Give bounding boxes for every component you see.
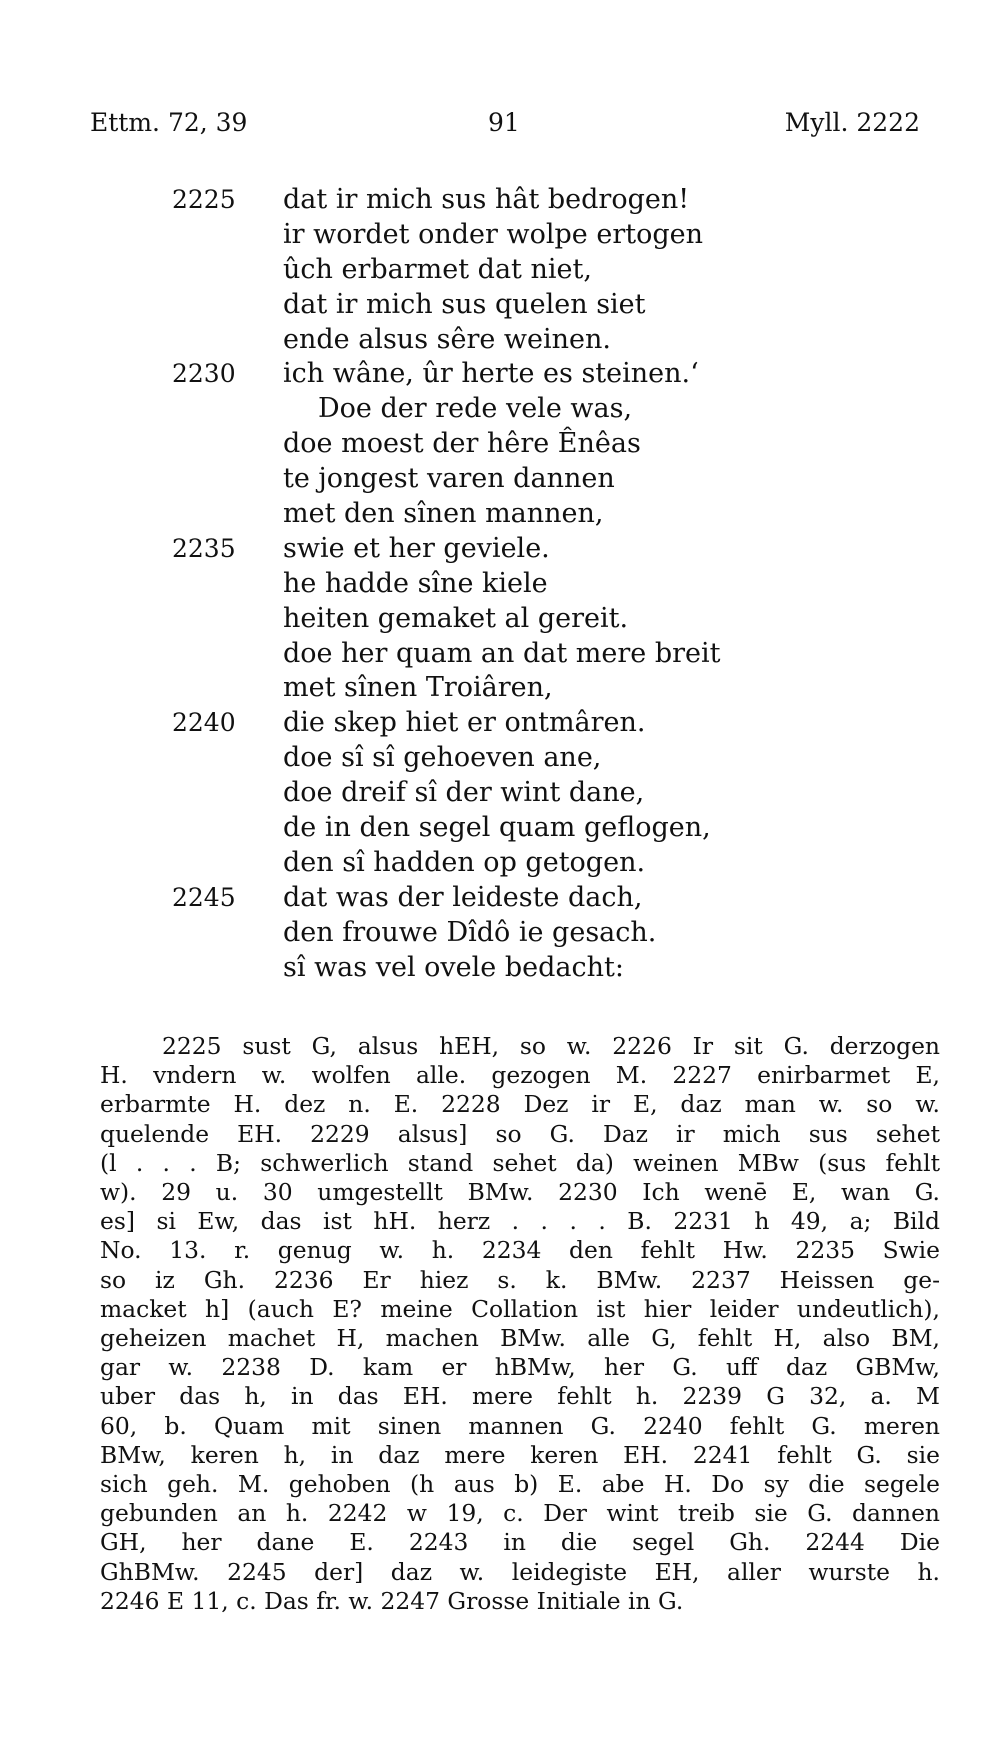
verse-text-line: doe dreif sî der wint dane,	[283, 777, 645, 809]
verse-line	[0, 846, 1000, 881]
apparatus-line: so iz Gh. 2236 Er hiez s. k. BMw. 2237 Heissen ge-	[100, 1265, 940, 1294]
verse-text-line: de in den segel quam geflogen,	[283, 812, 711, 844]
verse-line	[0, 741, 1000, 776]
verse-line	[0, 218, 1000, 253]
verse-line	[0, 916, 1000, 951]
apparatus-line: geheizen machet H, machen BMw. alle G, fehlt H, also BM,	[100, 1324, 940, 1353]
verse-number: 2225	[172, 185, 236, 214]
verse-number: 2230	[172, 359, 236, 389]
verse-line	[0, 951, 1000, 986]
apparatus-line: 60, b. Quam mit sinen mannen G. 2240 fehlt G. meren	[100, 1411, 940, 1440]
verse-text-line: dat was der leideste dach,	[283, 881, 643, 913]
verse-line	[0, 253, 1000, 288]
verse-text-line: doe moest der hêre Ênêas	[283, 428, 641, 460]
apparatus-line: erbarmte H. dez n. E. 2228 Dez ir E, daz man w. so w.	[100, 1090, 940, 1119]
apparatus-line: sich geh. M. gehoben (h aus b) E. abe H. Do sy die segele	[100, 1470, 940, 1499]
verse-line	[0, 288, 1000, 323]
verse-line	[0, 706, 1000, 741]
verse-text-line: ende alsus sêre weinen.	[283, 323, 611, 355]
running-header	[90, 108, 920, 148]
verse-text-line: ir wordet onder wolpe ertogen	[283, 218, 703, 250]
verse-text-line: ich wâne, ûr herte es steinen.‘	[283, 358, 699, 390]
verse-number: 2240	[172, 708, 236, 738]
header-right-reference: Myll. 2222	[784, 108, 920, 137]
apparatus-line: gar w. 2238 D. kam er hBMw, her G. uff daz GBMw,	[100, 1353, 940, 1382]
verse-line	[0, 602, 1000, 637]
verse-line	[0, 776, 1000, 811]
apparatus-line: 2225 sust G, alsus hEH, so w. 2226 Ir sit G. derzogen	[162, 1032, 940, 1060]
verse-text-line: die skep hiet er ontmâren.	[283, 707, 646, 739]
verse-text-line: ûch erbarmet dat niet,	[283, 253, 592, 285]
verse-line	[0, 811, 1000, 846]
verse-line	[0, 567, 1000, 602]
verse-line	[0, 532, 1000, 567]
apparatus-line: macket h] (auch E? meine Collation ist hier leider undeutlich),	[100, 1294, 940, 1323]
apparatus-line: BMw, keren h, in daz mere keren EH. 2241 fehlt G. sie	[100, 1440, 940, 1469]
verse-text-line: sî was vel ovele bedacht:	[283, 951, 624, 983]
verse-text-line: den frouwe Dîdô ie gesach.	[283, 916, 657, 948]
verse-text-line: doe her quam an dat mere breit	[283, 637, 721, 669]
page-number: 91	[488, 108, 520, 137]
verse-text-line: dat ir mich sus quelen siet	[283, 288, 646, 320]
apparatus-line: uber das h, in das EH. mere fehlt h. 2239 G 32, a. M	[100, 1382, 940, 1411]
verse-text-line: he hadde sîne kiele	[283, 567, 548, 599]
verse-text-line: swie et her geviele.	[283, 532, 550, 564]
verse-line	[0, 462, 1000, 497]
verse-line	[0, 323, 1000, 358]
verse-text-line: met den sînen mannen,	[283, 498, 604, 530]
apparatus-line: es] si Ew, das ist hH. herz . . . . B. 2231 h 49, a; Bild	[100, 1207, 940, 1236]
verse-line	[0, 637, 1000, 672]
verse-line	[0, 671, 1000, 706]
apparatus-line: 2246 E 11, c. Das fr. w. 2247 Grosse Initiale in G.	[100, 1586, 684, 1615]
verse-text-line: heiten gemaket al gereit.	[283, 602, 629, 634]
apparatus-line: w). 29 u. 30 umgestellt BMw. 2230 Ich wenē E, wan G.	[100, 1178, 940, 1207]
verse-line	[0, 392, 1000, 427]
verse-text-line: met sînen Troiâren,	[283, 672, 553, 704]
verse-line	[0, 881, 1000, 916]
apparatus-line: No. 13. r. genug w. h. 2234 den fehlt Hw. 2235 Swie	[100, 1236, 940, 1265]
verse-line	[0, 183, 1000, 218]
apparatus-line: (l . . . B; schwerlich stand sehet da) weinen MBw (sus fehlt	[100, 1148, 940, 1177]
verse-line	[0, 357, 1000, 392]
verse-line	[0, 497, 1000, 532]
verse-text-line: te jongest varen dannen	[283, 463, 615, 495]
verse-text-line: Doe der rede vele was,	[318, 393, 633, 425]
apparatus-line: H. vndern w. wolfen alle. gezogen M. 2227 enirbarmet E,	[100, 1061, 940, 1090]
verse-text-line: den sî hadden op getogen.	[283, 846, 646, 878]
verse-text-line: dat ir mich sus hât bedrogen!	[283, 184, 690, 215]
verse-line	[0, 427, 1000, 462]
verse-text	[0, 183, 1000, 985]
apparatus-line: gebunden an h. 2242 w 19, c. Der wint treib sie G. dannen	[100, 1499, 940, 1528]
apparatus-line: quelende EH. 2229 alsus] so G. Daz ir mich sus sehet	[100, 1119, 940, 1148]
verse-number: 2245	[172, 882, 236, 912]
header-left-reference: Ettm. 72, 39	[90, 108, 248, 137]
apparatus-line: GhBMw. 2245 der] daz w. leidegiste EH, aller wurste h.	[100, 1557, 940, 1586]
verse-number: 2235	[172, 533, 236, 563]
critical-apparatus	[100, 1032, 940, 1616]
apparatus-line: GH, her dane E. 2243 in die segel Gh. 2244 Die	[100, 1528, 940, 1557]
verse-text-line: doe sî sî gehoeven ane,	[283, 742, 602, 774]
